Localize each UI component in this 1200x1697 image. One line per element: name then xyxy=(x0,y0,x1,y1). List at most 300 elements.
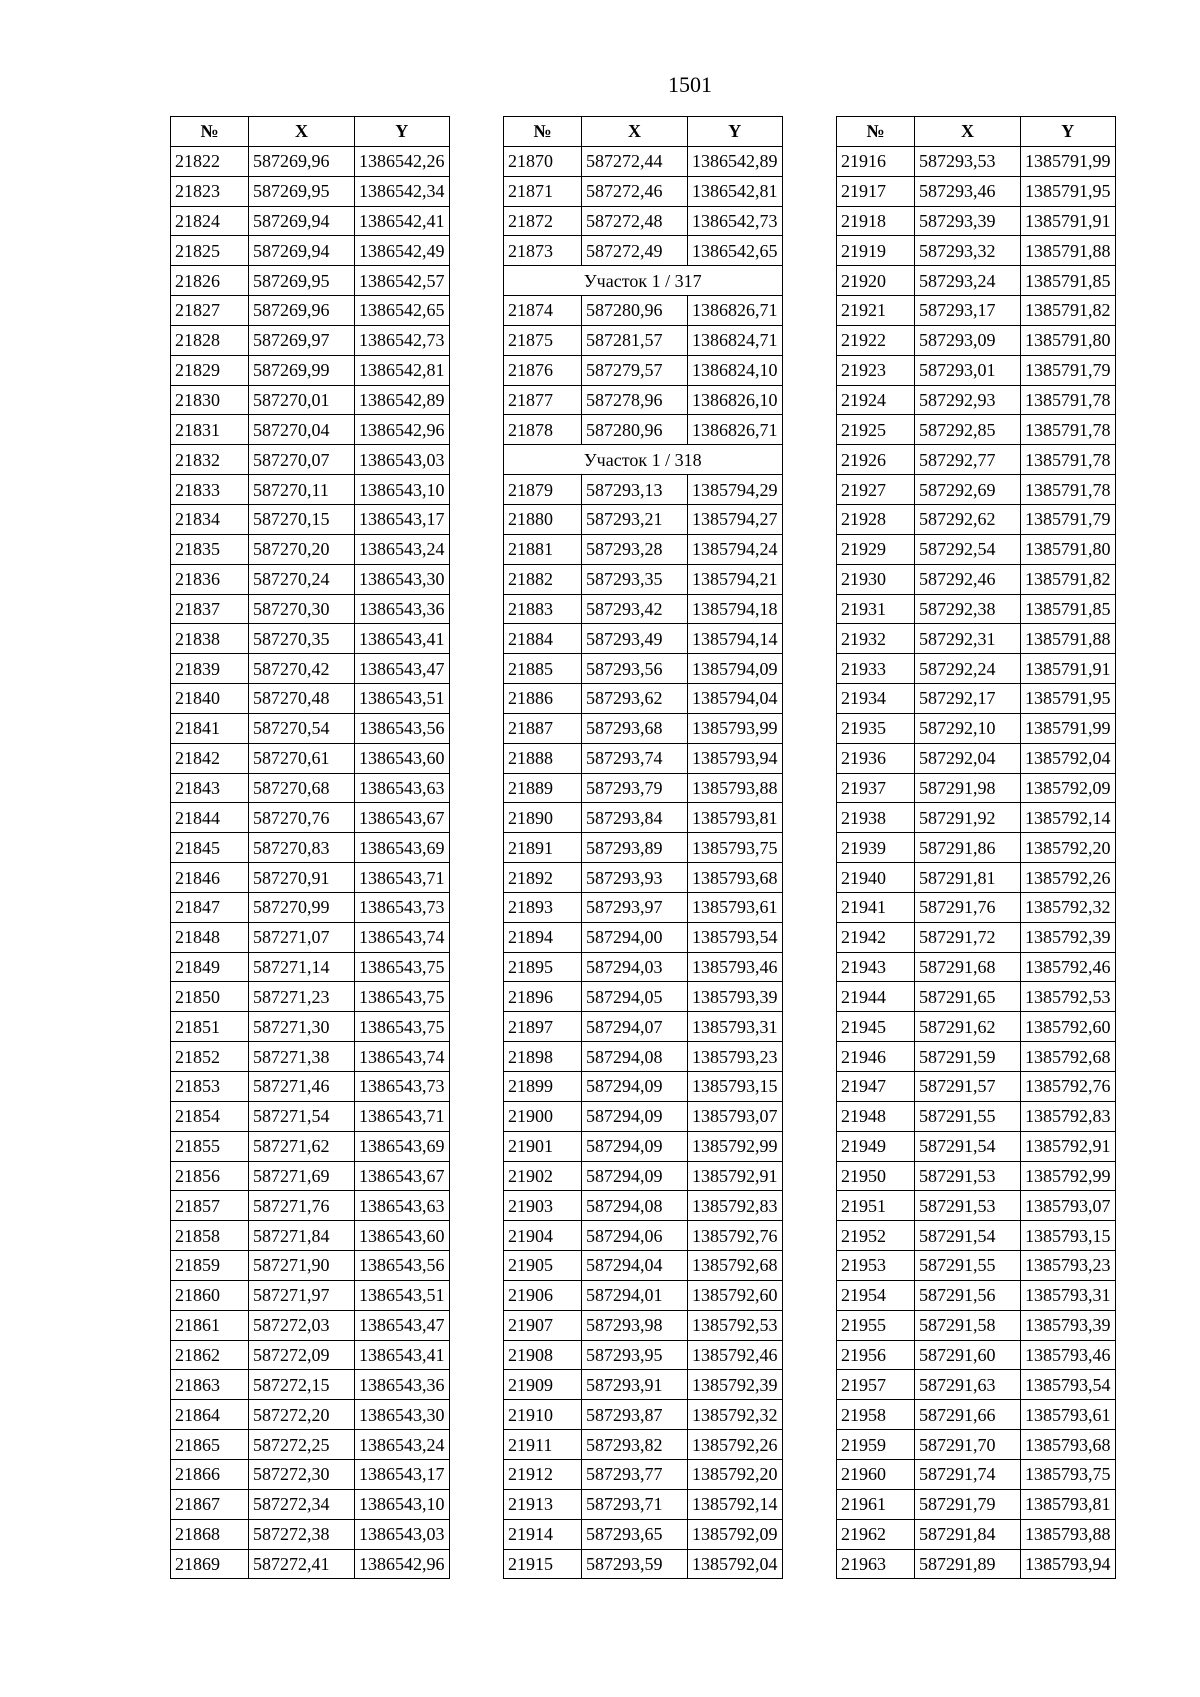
cell-x: 587271,23 xyxy=(249,982,355,1012)
cell-y: 1385792,76 xyxy=(688,1221,783,1251)
cell-y: 1386543,47 xyxy=(355,654,450,684)
cell-number: 21883 xyxy=(504,594,582,624)
cell-number: 21822 xyxy=(171,146,249,176)
table-row xyxy=(171,1489,450,1519)
cell-x: 587292,77 xyxy=(915,445,1021,475)
table-row xyxy=(171,176,450,206)
table-row xyxy=(171,564,450,594)
cell-y: 1386543,36 xyxy=(355,594,450,624)
cell-number: 21872 xyxy=(504,206,582,236)
cell-x: 587272,41 xyxy=(249,1549,355,1579)
cell-number: 21837 xyxy=(171,594,249,624)
cell-y: 1386542,34 xyxy=(355,176,450,206)
table-row xyxy=(171,1400,450,1430)
cell-x: 587272,38 xyxy=(249,1519,355,1549)
cell-number: 21870 xyxy=(504,146,582,176)
cell-number: 21893 xyxy=(504,892,582,922)
table-header-row xyxy=(171,117,450,147)
table-row xyxy=(504,1519,783,1549)
table-row xyxy=(837,176,1116,206)
cell-number: 21861 xyxy=(171,1310,249,1340)
cell-x: 587291,53 xyxy=(915,1161,1021,1191)
cell-y: 1386824,10 xyxy=(688,355,783,385)
cell-number: 21828 xyxy=(171,325,249,355)
cell-number: 21842 xyxy=(171,743,249,773)
cell-y: 1385792,39 xyxy=(1021,922,1116,952)
cell-y: 1385791,78 xyxy=(1021,385,1116,415)
cell-x: 587271,84 xyxy=(249,1221,355,1251)
table-row xyxy=(837,1012,1116,1042)
cell-number: 21941 xyxy=(837,892,915,922)
table-row xyxy=(504,176,783,206)
cell-y: 1386542,96 xyxy=(355,415,450,445)
cell-number: 21939 xyxy=(837,833,915,863)
cell-x: 587291,70 xyxy=(915,1430,1021,1460)
cell-y: 1385794,24 xyxy=(688,534,783,564)
cell-y: 1385791,82 xyxy=(1021,296,1116,326)
cell-x: 587294,07 xyxy=(582,1012,688,1042)
table-row xyxy=(504,803,783,833)
cell-y: 1386542,49 xyxy=(355,236,450,266)
cell-number: 21833 xyxy=(171,475,249,505)
table-row xyxy=(837,355,1116,385)
header-number: № xyxy=(504,117,582,147)
cell-y: 1385792,09 xyxy=(688,1519,783,1549)
cell-y: 1386543,36 xyxy=(355,1370,450,1400)
cell-y: 1385793,88 xyxy=(1021,1519,1116,1549)
cell-number: 21925 xyxy=(837,415,915,445)
cell-y: 1385792,46 xyxy=(1021,952,1116,982)
coordinates-table-1 xyxy=(170,116,450,1579)
cell-y: 1385792,99 xyxy=(1021,1161,1116,1191)
cell-x: 587271,14 xyxy=(249,952,355,982)
cell-y: 1386543,67 xyxy=(355,803,450,833)
cell-y: 1385793,39 xyxy=(688,982,783,1012)
table-row xyxy=(171,355,450,385)
cell-y: 1385791,88 xyxy=(1021,236,1116,266)
cell-number: 21827 xyxy=(171,296,249,326)
cell-number: 21929 xyxy=(837,534,915,564)
cell-number: 21947 xyxy=(837,1072,915,1102)
cell-x: 587293,71 xyxy=(582,1489,688,1519)
cell-number: 21846 xyxy=(171,863,249,893)
cell-number: 21952 xyxy=(837,1221,915,1251)
cell-x: 587293,65 xyxy=(582,1519,688,1549)
cell-x: 587293,98 xyxy=(582,1310,688,1340)
table-row xyxy=(171,385,450,415)
cell-number: 21900 xyxy=(504,1101,582,1131)
cell-x: 587293,91 xyxy=(582,1370,688,1400)
cell-x: 587281,57 xyxy=(582,325,688,355)
cell-y: 1385791,91 xyxy=(1021,206,1116,236)
cell-number: 21961 xyxy=(837,1489,915,1519)
cell-x: 587293,35 xyxy=(582,564,688,594)
cell-x: 587292,31 xyxy=(915,624,1021,654)
cell-number: 21825 xyxy=(171,236,249,266)
table-row xyxy=(837,892,1116,922)
table-row xyxy=(837,534,1116,564)
cell-y: 1386543,67 xyxy=(355,1161,450,1191)
cell-number: 21945 xyxy=(837,1012,915,1042)
header-number: № xyxy=(171,117,249,147)
cell-number: 21881 xyxy=(504,534,582,564)
table-row xyxy=(171,1549,450,1579)
cell-x: 587271,62 xyxy=(249,1131,355,1161)
header-y: Y xyxy=(1021,117,1116,147)
cell-number: 21824 xyxy=(171,206,249,236)
cell-y: 1385793,68 xyxy=(1021,1430,1116,1460)
cell-number: 21851 xyxy=(171,1012,249,1042)
table-row xyxy=(504,504,783,534)
cell-number: 21962 xyxy=(837,1519,915,1549)
table-row xyxy=(504,1101,783,1131)
cell-y: 1386543,73 xyxy=(355,892,450,922)
table-row xyxy=(171,206,450,236)
cell-x: 587272,03 xyxy=(249,1310,355,1340)
cell-number: 21911 xyxy=(504,1430,582,1460)
cell-x: 587278,96 xyxy=(582,385,688,415)
cell-x: 587272,44 xyxy=(582,146,688,176)
cell-x: 587293,62 xyxy=(582,684,688,714)
cell-y: 1386543,74 xyxy=(355,922,450,952)
cell-x: 587294,01 xyxy=(582,1280,688,1310)
cell-x: 587270,11 xyxy=(249,475,355,505)
table-row xyxy=(837,1161,1116,1191)
cell-number: 21950 xyxy=(837,1161,915,1191)
cell-x: 587271,38 xyxy=(249,1042,355,1072)
cell-y: 1386543,41 xyxy=(355,624,450,654)
cell-number: 21845 xyxy=(171,833,249,863)
cell-x: 587294,00 xyxy=(582,922,688,952)
table-row xyxy=(504,385,783,415)
table-row xyxy=(837,146,1116,176)
cell-number: 21892 xyxy=(504,863,582,893)
cell-x: 587291,60 xyxy=(915,1340,1021,1370)
cell-number: 21937 xyxy=(837,773,915,803)
table-row xyxy=(171,325,450,355)
table-row xyxy=(504,713,783,743)
cell-y: 1385793,46 xyxy=(688,952,783,982)
cell-x: 587292,46 xyxy=(915,564,1021,594)
table-row xyxy=(171,922,450,952)
section-label: Участок 1 / 318 xyxy=(504,445,783,475)
cell-y: 1385793,75 xyxy=(1021,1459,1116,1489)
header-number: № xyxy=(837,117,915,147)
cell-number: 21902 xyxy=(504,1161,582,1191)
cell-x: 587291,63 xyxy=(915,1370,1021,1400)
table-row xyxy=(171,952,450,982)
cell-y: 1385791,78 xyxy=(1021,475,1116,505)
table-row xyxy=(171,475,450,505)
cell-y: 1386824,71 xyxy=(688,325,783,355)
cell-number: 21858 xyxy=(171,1221,249,1251)
cell-number: 21913 xyxy=(504,1489,582,1519)
cell-x: 587270,91 xyxy=(249,863,355,893)
table-row xyxy=(171,1131,450,1161)
table-row xyxy=(837,385,1116,415)
page-number: 1501 xyxy=(668,72,712,97)
cell-number: 21887 xyxy=(504,713,582,743)
cell-y: 1386542,73 xyxy=(355,325,450,355)
cell-x: 587294,09 xyxy=(582,1161,688,1191)
table-row xyxy=(837,1131,1116,1161)
cell-number: 21912 xyxy=(504,1459,582,1489)
cell-number: 21951 xyxy=(837,1191,915,1221)
cell-number: 21901 xyxy=(504,1131,582,1161)
cell-x: 587272,25 xyxy=(249,1430,355,1460)
cell-y: 1385791,99 xyxy=(1021,146,1116,176)
table-row xyxy=(504,922,783,952)
cell-x: 587293,39 xyxy=(915,206,1021,236)
cell-x: 587270,83 xyxy=(249,833,355,863)
cell-y: 1385791,79 xyxy=(1021,355,1116,385)
cell-x: 587271,69 xyxy=(249,1161,355,1191)
table-row xyxy=(504,1072,783,1102)
cell-y: 1385792,04 xyxy=(688,1549,783,1579)
table-row xyxy=(171,654,450,684)
table-row xyxy=(504,952,783,982)
cell-y: 1385793,68 xyxy=(688,863,783,893)
cell-x: 587270,68 xyxy=(249,773,355,803)
cell-x: 587291,76 xyxy=(915,892,1021,922)
table-row xyxy=(837,236,1116,266)
cell-number: 21857 xyxy=(171,1191,249,1221)
cell-y: 1385793,46 xyxy=(1021,1340,1116,1370)
table-row xyxy=(504,624,783,654)
cell-y: 1385793,88 xyxy=(688,773,783,803)
cell-y: 1385791,85 xyxy=(1021,594,1116,624)
cell-number: 21960 xyxy=(837,1459,915,1489)
cell-y: 1385791,79 xyxy=(1021,504,1116,534)
cell-x: 587291,53 xyxy=(915,1191,1021,1221)
cell-x: 587272,30 xyxy=(249,1459,355,1489)
cell-x: 587293,53 xyxy=(915,146,1021,176)
cell-y: 1386543,74 xyxy=(355,1042,450,1072)
cell-x: 587293,68 xyxy=(582,713,688,743)
cell-y: 1386543,60 xyxy=(355,1221,450,1251)
cell-y: 1385791,82 xyxy=(1021,564,1116,594)
cell-y: 1385794,14 xyxy=(688,624,783,654)
cell-x: 587293,87 xyxy=(582,1400,688,1430)
cell-x: 587294,08 xyxy=(582,1042,688,1072)
table-row xyxy=(504,1280,783,1310)
cell-number: 21886 xyxy=(504,684,582,714)
table-row xyxy=(837,206,1116,236)
cell-y: 1385792,04 xyxy=(1021,743,1116,773)
cell-x: 587270,35 xyxy=(249,624,355,654)
table-row xyxy=(504,146,783,176)
cell-y: 1386543,51 xyxy=(355,684,450,714)
cell-x: 587269,94 xyxy=(249,236,355,266)
cell-y: 1386543,56 xyxy=(355,713,450,743)
cell-number: 21918 xyxy=(837,206,915,236)
cell-x: 587294,09 xyxy=(582,1101,688,1131)
cell-number: 21914 xyxy=(504,1519,582,1549)
cell-number: 21834 xyxy=(171,504,249,534)
cell-y: 1386543,75 xyxy=(355,1012,450,1042)
cell-y: 1385794,29 xyxy=(688,475,783,505)
cell-number: 21889 xyxy=(504,773,582,803)
cell-y: 1385791,99 xyxy=(1021,713,1116,743)
table-row xyxy=(837,1280,1116,1310)
table-row xyxy=(504,773,783,803)
table-row xyxy=(504,355,783,385)
cell-number: 21916 xyxy=(837,146,915,176)
table-row xyxy=(171,594,450,624)
cell-x: 587291,54 xyxy=(915,1221,1021,1251)
cell-number: 21829 xyxy=(171,355,249,385)
cell-y: 1385792,20 xyxy=(688,1459,783,1489)
cell-y: 1386542,57 xyxy=(355,266,450,296)
cell-number: 21838 xyxy=(171,624,249,654)
cell-y: 1385794,18 xyxy=(688,594,783,624)
cell-number: 21841 xyxy=(171,713,249,743)
cell-y: 1385792,09 xyxy=(1021,773,1116,803)
cell-x: 587280,96 xyxy=(582,415,688,445)
cell-y: 1386543,56 xyxy=(355,1251,450,1281)
cell-y: 1386543,17 xyxy=(355,504,450,534)
cell-x: 587293,01 xyxy=(915,355,1021,385)
table-row xyxy=(171,1161,450,1191)
cell-x: 587292,62 xyxy=(915,504,1021,534)
table-row xyxy=(837,922,1116,952)
cell-number: 21875 xyxy=(504,325,582,355)
cell-x: 587292,38 xyxy=(915,594,1021,624)
table-row xyxy=(171,1370,450,1400)
table-row xyxy=(171,743,450,773)
table-header-row xyxy=(837,117,1116,147)
table-row xyxy=(171,266,450,296)
cell-y: 1386542,26 xyxy=(355,146,450,176)
cell-y: 1386826,71 xyxy=(688,296,783,326)
cell-y: 1386543,24 xyxy=(355,534,450,564)
cell-y: 1386542,65 xyxy=(355,296,450,326)
cell-x: 587293,24 xyxy=(915,266,1021,296)
cell-number: 21836 xyxy=(171,564,249,594)
cell-x: 587270,54 xyxy=(249,713,355,743)
cell-y: 1385793,15 xyxy=(1021,1221,1116,1251)
cell-y: 1386543,47 xyxy=(355,1310,450,1340)
cell-y: 1386543,03 xyxy=(355,445,450,475)
cell-y: 1386543,10 xyxy=(355,475,450,505)
cell-x: 587269,94 xyxy=(249,206,355,236)
cell-y: 1386542,89 xyxy=(355,385,450,415)
table-row xyxy=(171,504,450,534)
table-row xyxy=(171,1101,450,1131)
table-row xyxy=(837,266,1116,296)
table-row xyxy=(171,534,450,564)
cell-x: 587272,49 xyxy=(582,236,688,266)
cell-number: 21919 xyxy=(837,236,915,266)
cell-y: 1386542,81 xyxy=(355,355,450,385)
cell-y: 1386543,60 xyxy=(355,743,450,773)
cell-x: 587271,97 xyxy=(249,1280,355,1310)
cell-number: 21848 xyxy=(171,922,249,952)
cell-y: 1385792,91 xyxy=(688,1161,783,1191)
table-row xyxy=(171,445,450,475)
cell-number: 21843 xyxy=(171,773,249,803)
cell-number: 21958 xyxy=(837,1400,915,1430)
cell-x: 587269,95 xyxy=(249,176,355,206)
table-row xyxy=(837,445,1116,475)
table-row xyxy=(504,1191,783,1221)
cell-number: 21907 xyxy=(504,1310,582,1340)
cell-x: 587292,54 xyxy=(915,534,1021,564)
cell-number: 21896 xyxy=(504,982,582,1012)
cell-y: 1386543,71 xyxy=(355,1101,450,1131)
cell-y: 1385791,95 xyxy=(1021,684,1116,714)
cell-number: 21895 xyxy=(504,952,582,982)
section-row xyxy=(504,266,783,296)
table-row xyxy=(837,564,1116,594)
table-row xyxy=(504,1430,783,1460)
table-row xyxy=(504,206,783,236)
cell-x: 587294,06 xyxy=(582,1221,688,1251)
cell-x: 587270,04 xyxy=(249,415,355,445)
table-row xyxy=(504,892,783,922)
cell-x: 587292,04 xyxy=(915,743,1021,773)
table-row xyxy=(171,833,450,863)
cell-y: 1385792,32 xyxy=(1021,892,1116,922)
cell-number: 21850 xyxy=(171,982,249,1012)
cell-x: 587293,46 xyxy=(915,176,1021,206)
table-row xyxy=(504,1221,783,1251)
cell-x: 587294,09 xyxy=(582,1072,688,1102)
cell-x: 587293,21 xyxy=(582,504,688,534)
cell-y: 1385793,75 xyxy=(688,833,783,863)
cell-number: 21882 xyxy=(504,564,582,594)
cell-x: 587293,97 xyxy=(582,892,688,922)
table-row xyxy=(171,296,450,326)
cell-y: 1385793,54 xyxy=(688,922,783,952)
cell-x: 587271,30 xyxy=(249,1012,355,1042)
table-row xyxy=(171,892,450,922)
cell-x: 587293,56 xyxy=(582,654,688,684)
cell-number: 21840 xyxy=(171,684,249,714)
table-row xyxy=(504,325,783,355)
cell-y: 1385792,60 xyxy=(1021,1012,1116,1042)
cell-number: 21932 xyxy=(837,624,915,654)
cell-y: 1385792,53 xyxy=(1021,982,1116,1012)
table-row xyxy=(837,833,1116,863)
cell-number: 21873 xyxy=(504,236,582,266)
cell-x: 587271,46 xyxy=(249,1072,355,1102)
table-row xyxy=(837,773,1116,803)
cell-x: 587271,90 xyxy=(249,1251,355,1281)
cell-y: 1385794,04 xyxy=(688,684,783,714)
table-row xyxy=(837,1400,1116,1430)
table-row xyxy=(837,1489,1116,1519)
cell-y: 1385792,39 xyxy=(688,1370,783,1400)
table-row xyxy=(504,982,783,1012)
table-row xyxy=(171,863,450,893)
table-row xyxy=(837,1340,1116,1370)
table-row xyxy=(171,1221,450,1251)
table-row xyxy=(504,1400,783,1430)
cell-x: 587291,79 xyxy=(915,1489,1021,1519)
table-row xyxy=(171,1459,450,1489)
cell-x: 587291,59 xyxy=(915,1042,1021,1072)
cell-x: 587292,69 xyxy=(915,475,1021,505)
cell-number: 21879 xyxy=(504,475,582,505)
cell-number: 21954 xyxy=(837,1280,915,1310)
cell-x: 587269,96 xyxy=(249,146,355,176)
cell-number: 21923 xyxy=(837,355,915,385)
cell-x: 587270,07 xyxy=(249,445,355,475)
cell-x: 587291,54 xyxy=(915,1131,1021,1161)
table-row xyxy=(837,1072,1116,1102)
cell-x: 587291,86 xyxy=(915,833,1021,863)
